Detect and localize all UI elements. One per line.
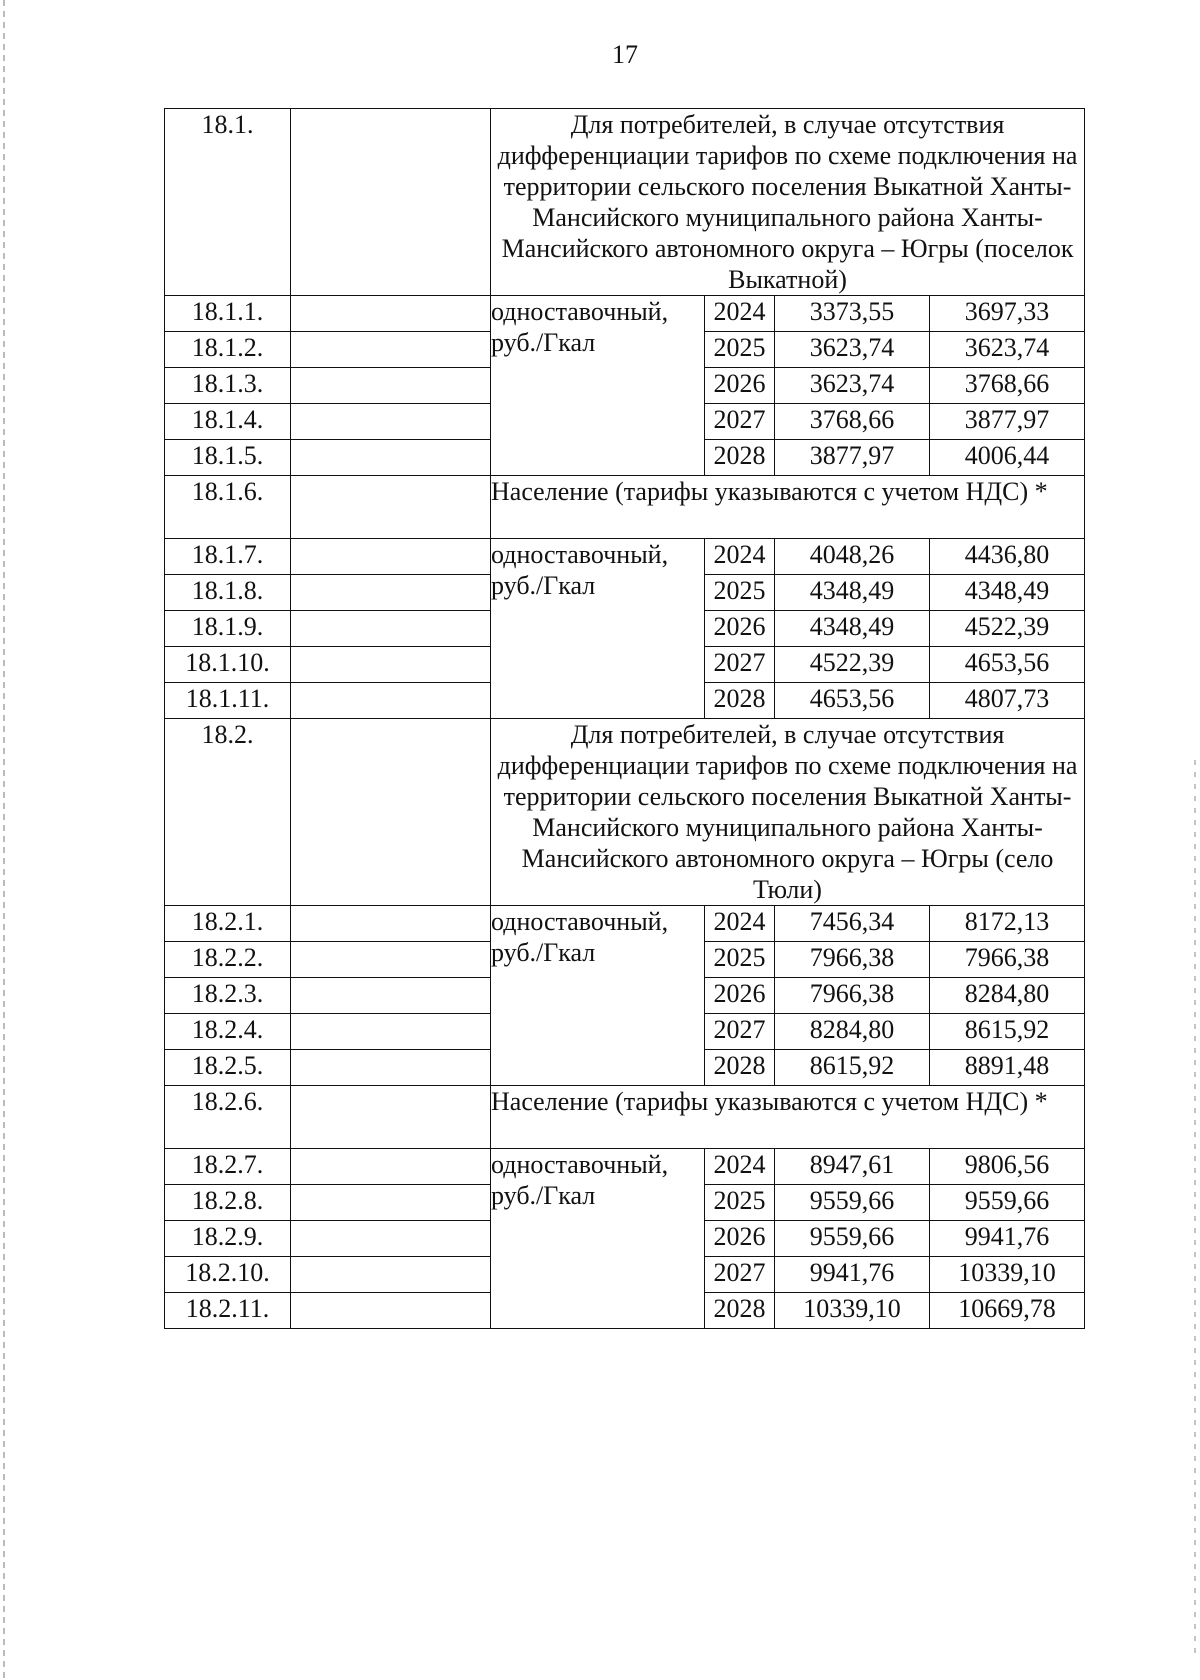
tariff-value-second-half: 3623,74: [930, 332, 1085, 368]
population-row: [165, 1086, 1085, 1149]
blank-cell: [291, 611, 491, 647]
blank-cell: [291, 1221, 491, 1257]
tariff-value-second-half: 3768,66: [930, 368, 1085, 404]
row-number: 18.2.6.: [165, 1086, 291, 1149]
scan-edge-right: [1194, 760, 1196, 1660]
tariff-value-second-half: 8615,92: [930, 1014, 1085, 1050]
blank-cell: [291, 1050, 491, 1086]
tariff-value-first-half: 7966,38: [775, 942, 930, 978]
blank-cell: [291, 404, 491, 440]
blank-cell: [291, 296, 491, 332]
tariff-value-first-half: 4048,26: [775, 539, 930, 575]
blank-cell: [291, 368, 491, 404]
table-row: [165, 296, 1085, 332]
tariff-value-first-half: 9559,66: [775, 1221, 930, 1257]
year-cell: 2025: [705, 332, 775, 368]
year-cell: 2027: [705, 1014, 775, 1050]
rate-type-label: одноставочный, руб./Гкал: [491, 539, 705, 719]
year-cell: 2026: [705, 368, 775, 404]
rate-type-label: одноставочный, руб./Гкал: [491, 296, 705, 476]
tariff-value-first-half: 4348,49: [775, 575, 930, 611]
tariff-value-first-half: 8615,92: [775, 1050, 930, 1086]
tariff-value-first-half: 7966,38: [775, 978, 930, 1014]
tariff-value-first-half: 10339,10: [775, 1293, 930, 1329]
row-number: 18.2.10.: [165, 1257, 291, 1293]
row-number: 18.1.1.: [165, 296, 291, 332]
year-cell: 2024: [705, 539, 775, 575]
row-number: 18.2.11.: [165, 1293, 291, 1329]
year-cell: 2028: [705, 440, 775, 476]
row-number: 18.2.9.: [165, 1221, 291, 1257]
row-number: 18.1.11.: [165, 683, 291, 719]
tariff-value-second-half: 8284,80: [930, 978, 1085, 1014]
row-number: 18.2.5.: [165, 1050, 291, 1086]
blank-cell: [291, 1257, 491, 1293]
row-number: 18.1.8.: [165, 575, 291, 611]
year-cell: 2028: [705, 683, 775, 719]
tariff-value-first-half: 9559,66: [775, 1185, 930, 1221]
tariff-value-second-half: 8891,48: [930, 1050, 1085, 1086]
row-number: 18.2.3.: [165, 978, 291, 1014]
blank-cell: [291, 476, 491, 539]
row-number: 18.1.2.: [165, 332, 291, 368]
row-number: 18.2.2.: [165, 942, 291, 978]
row-number: 18.1.3.: [165, 368, 291, 404]
tariff-value-first-half: 4653,56: [775, 683, 930, 719]
tariff-value-second-half: 9559,66: [930, 1185, 1085, 1221]
tariff-table-body: [165, 109, 1085, 1329]
row-number: 18.1.6.: [165, 476, 291, 539]
tariff-value-second-half: 10669,78: [930, 1293, 1085, 1329]
tariff-value-first-half: 7456,34: [775, 906, 930, 942]
year-cell: 2024: [705, 906, 775, 942]
blank-cell: [291, 440, 491, 476]
year-cell: 2024: [705, 1149, 775, 1185]
blank-cell: [291, 719, 491, 906]
rate-type-label: одноставочный, руб./Гкал: [491, 906, 705, 1086]
tariff-value-first-half: 3623,74: [775, 368, 930, 404]
section-number: 18.1.: [165, 109, 291, 296]
year-cell: 2026: [705, 611, 775, 647]
tariff-value-second-half: 3697,33: [930, 296, 1085, 332]
tariff-value-first-half: 3768,66: [775, 404, 930, 440]
tariff-value-first-half: 8284,80: [775, 1014, 930, 1050]
tariff-value-second-half: 9806,56: [930, 1149, 1085, 1185]
tariff-value-second-half: 8172,13: [930, 906, 1085, 942]
row-number: 18.2.7.: [165, 1149, 291, 1185]
blank-cell: [291, 1185, 491, 1221]
year-cell: 2025: [705, 1185, 775, 1221]
tariff-value-second-half: 9941,76: [930, 1221, 1085, 1257]
rate-type-label: одноставочный, руб./Гкал: [491, 1149, 705, 1329]
tariff-value-first-half: 3373,55: [775, 296, 930, 332]
tariff-value-first-half: 4348,49: [775, 611, 930, 647]
year-cell: 2025: [705, 942, 775, 978]
blank-cell: [291, 109, 491, 296]
tariff-value-first-half: 3877,97: [775, 440, 930, 476]
tariff-value-second-half: 4436,80: [930, 539, 1085, 575]
tariff-value-second-half: 7966,38: [930, 942, 1085, 978]
page-number: 17: [612, 40, 638, 69]
tariff-value-second-half: 4807,73: [930, 683, 1085, 719]
tariff-value-first-half: 9941,76: [775, 1257, 930, 1293]
blank-cell: [291, 906, 491, 942]
tariff-value-second-half: 4348,49: [930, 575, 1085, 611]
scan-edge-left: [3, 0, 5, 1680]
tariff-value-second-half: 4522,39: [930, 611, 1085, 647]
blank-cell: [291, 1014, 491, 1050]
tariff-value-second-half: 3877,97: [930, 404, 1085, 440]
section-number: 18.2.: [165, 719, 291, 906]
tariff-value-first-half: 4522,39: [775, 647, 930, 683]
tariff-value-second-half: 4006,44: [930, 440, 1085, 476]
row-number: 18.1.9.: [165, 611, 291, 647]
table-row: [165, 1149, 1085, 1185]
year-cell: 2027: [705, 1257, 775, 1293]
blank-cell: [291, 1086, 491, 1149]
section-header-row: [165, 109, 1085, 296]
blank-cell: [291, 647, 491, 683]
table-row: [165, 906, 1085, 942]
section-title: Для потребителей, в случае отсутствия дифференциации тарифов по схеме подключения на территории сельского поселения Выкатной Ханты-Мансийского муниципального района Ханты-Мансийского автономного округа – Югры (поселок Выкатной): [491, 109, 1085, 296]
blank-cell: [291, 978, 491, 1014]
blank-cell: [291, 942, 491, 978]
blank-cell: [291, 683, 491, 719]
row-number: 18.2.8.: [165, 1185, 291, 1221]
row-number: 18.2.1.: [165, 906, 291, 942]
year-cell: 2027: [705, 404, 775, 440]
year-cell: 2024: [705, 296, 775, 332]
tariff-value-second-half: 4653,56: [930, 647, 1085, 683]
section-title: Для потребителей, в случае отсутствия дифференциации тарифов по схеме подключения на территории сельского поселения Выкатной Ханты-Мансийского муниципального района Ханты-Мансийского автономного округа – Югры (село Тюли): [491, 719, 1085, 906]
row-number: 18.1.5.: [165, 440, 291, 476]
tariff-value-first-half: 8947,61: [775, 1149, 930, 1185]
year-cell: 2026: [705, 978, 775, 1014]
tariff-value-first-half: 3623,74: [775, 332, 930, 368]
year-cell: 2025: [705, 575, 775, 611]
row-number: 18.1.10.: [165, 647, 291, 683]
population-label: Население (тарифы указываются с учетом НДС) *: [491, 476, 1085, 539]
year-cell: 2026: [705, 1221, 775, 1257]
blank-cell: [291, 1293, 491, 1329]
row-number: 18.1.7.: [165, 539, 291, 575]
row-number: 18.1.4.: [165, 404, 291, 440]
section-header-row: [165, 719, 1085, 906]
year-cell: 2027: [705, 647, 775, 683]
row-number: 18.2.4.: [165, 1014, 291, 1050]
year-cell: 2028: [705, 1293, 775, 1329]
blank-cell: [291, 332, 491, 368]
tariff-table: [164, 108, 1085, 1329]
blank-cell: [291, 539, 491, 575]
tariff-value-second-half: 10339,10: [930, 1257, 1085, 1293]
table-row: [165, 539, 1085, 575]
population-row: [165, 476, 1085, 539]
blank-cell: [291, 1149, 491, 1185]
year-cell: 2028: [705, 1050, 775, 1086]
population-label: Население (тарифы указываются с учетом НДС) *: [491, 1086, 1085, 1149]
blank-cell: [291, 575, 491, 611]
